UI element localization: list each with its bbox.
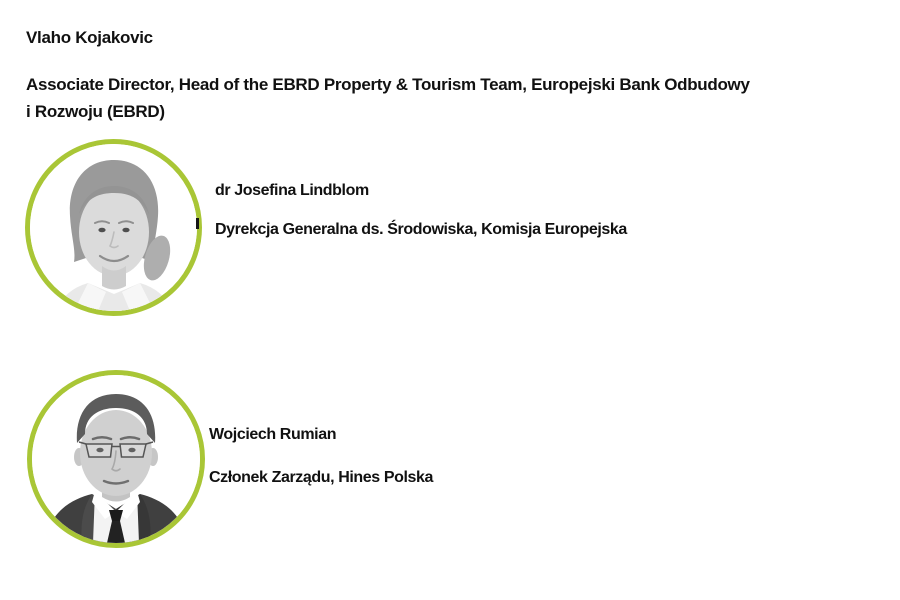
speaker-title-line-1: Associate Director, Head of the EBRD Property & Tourism Team, Europejski Bank Odbudowy [26, 75, 750, 94]
grayscale-portrait-man-glasses-icon [32, 375, 200, 543]
speaker-role-josefina: Dyrekcja Generalna ds. Środowiska, Komisja Europejska [215, 221, 627, 238]
speaker-title-vlaho [26, 71, 750, 125]
speaker-name-vlaho: Vlaho Kojakovic [26, 28, 153, 47]
speaker-photo-josefina [25, 139, 202, 316]
speaker-role-wojciech: Członek Zarządu, Hines Polska [209, 469, 434, 486]
grayscale-portrait-woman-icon [30, 144, 197, 311]
speaker-name-josefina: dr Josefina Lindblom [215, 182, 369, 199]
speaker-name-wojciech: Wojciech Rumian [209, 426, 337, 443]
photo-edge-artifact [196, 218, 199, 229]
speaker-title-line-2: i Rozwoju (EBRD) [26, 102, 165, 121]
speaker-photo-wojciech [27, 370, 205, 548]
